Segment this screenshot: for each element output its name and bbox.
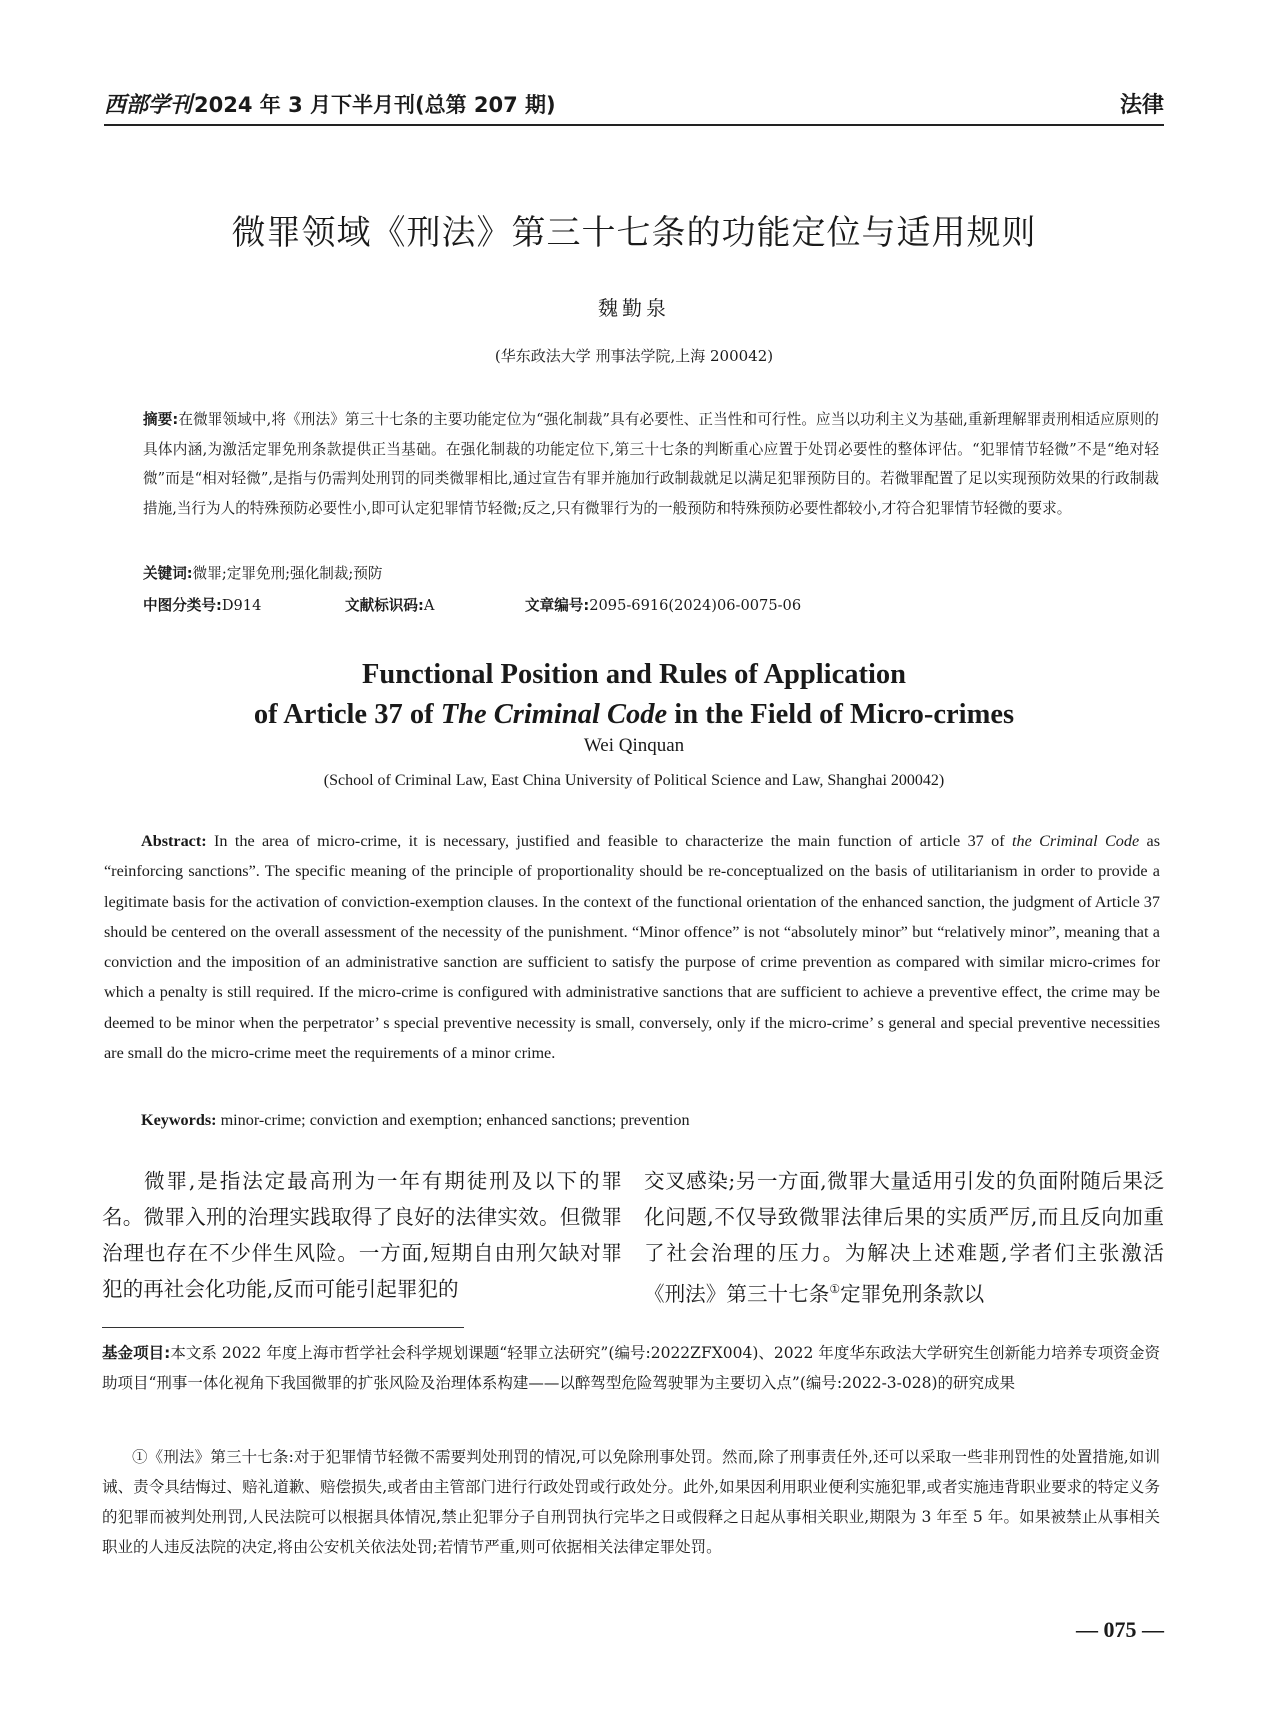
abstract-text-cn: 在微罪领域中,将《刑法》第三十七条的主要功能定位为“强化制裁”具有必要性、正当性和可行性。应当以功利主义为基础,重新理解罪责刑相适应原则的具体内涵,为激活定罪免刑条款提供正当基础。在强化制裁的功能定位下,第三十七条的判断重心应置于处罚必要性的整体评估。“犯罪情节轻微”不是“绝对轻微”而是“相对轻微”,是指与仍需判处刑罚的同类微罪相比,通过宣告有罪并施加行政制裁就足以满足犯罪预防目的。若微罪配置了足以实现预防效果的行政制裁措施,当行为人的特殊预防必要性小,即可认定犯罪情节轻微;反之,只有微罪行为的一般预防和特殊预防必要性都较小,才符合犯罪情节轻微的要求。 [143, 411, 1159, 517]
footnote-rule [102, 1327, 464, 1328]
abstract-text-en-post: as “reinforcing sanctions”. The specific meaning of the principle of proportionality should be re-conceptualized on the basis of utilitarianism in order to provide a legitimate basis for the activation of conviction-exemption clauses. In the context of the functional orientation of the enhanced sanction, the judgment of Article 37 should be centered on the overall assessment of the necessity of the punishment. “Minor offence” is not “absolutely minor” but “relatively minor”, meaning that a conviction and the imposition of an administrative sanction are sufficient to satisfy the purpose of crime prevention as compared with similar micro-crimes for which a penalty is still required. If the micro-crime is configured with administrative sanctions that are sufficient to achieve a preventive effect, the crime may be deemed to be minor when the perpetrator’ s special preventive necessity is small, conversely, only if the micro-crime’ s general and special preventive necessities are small do the micro-crime meet the requirements of a minor crime. [104, 832, 1160, 1063]
affiliation-cn: (华东政法大学 刑事法学院,上海 200042) [494, 347, 774, 365]
header-issue-info [104, 88, 556, 119]
journal-logo: 西部学刊 [104, 92, 193, 118]
clc-number [143, 594, 261, 615]
header-rule [104, 124, 1164, 126]
funding-label: 基金项目: [102, 1344, 171, 1362]
article-number-label: 文章编号: [525, 597, 590, 614]
footnote-ref-1[interactable]: ① [829, 1282, 841, 1296]
keywords-label-cn: 关键词: [143, 565, 193, 582]
abstract-label-cn: 摘要: [143, 411, 179, 428]
article-number-value: 2095-6916(2024)06-0075-06 [589, 597, 802, 614]
title-en-line2 [0, 695, 1268, 735]
title-en-line2-post: in the Field of Micro-crimes [667, 699, 1015, 730]
article-title-en [0, 655, 1268, 735]
affiliation-en: (School of Criminal Law, East China University of Political Science and Law, Shanghai 200042) [323, 772, 945, 789]
page-number: — 075 — [1076, 1617, 1164, 1642]
keywords-cn [143, 562, 383, 583]
body-column-left: 微罪,是指法定最高刑为一年有期徒刑及以下的罪名。微罪入刑的治理实践取得了良好的法律实效。但微罪治理也存在不少伴生风险。一方面,短期自由刑欠缺对罪犯的再社会化功能,反而可能引起罪犯的 [102, 1169, 622, 1301]
classification-row [143, 594, 1159, 616]
body-column-right [644, 1163, 1164, 1312]
funding-note [102, 1338, 1160, 1398]
title-en-line2-italic: The Criminal Code [440, 699, 668, 730]
doc-code-value: A [423, 597, 435, 614]
title-en-line2-pre: of Article 37 of [253, 699, 441, 730]
document-code [345, 594, 434, 615]
footnote-1: ①《刑法》第三十七条:对于犯罪情节轻微不需要判处刑罚的情况,可以免除刑事处罚。然而,除了刑事责任外,还可以采取一些非刑罚性的处置措施,如训诫、责令具结悔过、赔礼道歉、赔偿损失,或者由主管部门进行行政处罚或行政处分。此外,如果因利用职业便利实施犯罪,或者实施违背职业要求的特定义务的犯罪而被判处刑罚,人民法院可以根据具体情况,禁止犯罪分子自刑罚执行完毕之日或假释之日起从事相关职业,期限为 3 年至 5 年。如果被禁止从事相关职业的人违反法院的决定,将由公安机关依法处罚;若情节严重,则可依据相关法律定罪处罚。 [102, 1448, 1160, 1556]
author-name-cn: 魏勤泉 [598, 296, 670, 320]
keywords-text-cn: 微罪;定罪免刑;强化制裁;预防 [192, 565, 383, 582]
keywords-text-en: minor-crime; conviction and exemption; enhanced sanctions; prevention [216, 1111, 690, 1129]
abstract-label-en: Abstract: [141, 832, 207, 850]
running-header [104, 86, 1164, 126]
doc-code-label: 文献标识码: [345, 597, 424, 614]
body-right-text: 交叉感染;另一方面,微罪大量适用引发的负面附随后果泛化问题,不仅导致微罪法律后果的实质严厉,而且反向加重了社会治理的压力。为解决上述难题,学者们主张激活《刑法》第三十七条 [644, 1169, 1164, 1306]
keywords-en [141, 1111, 690, 1130]
clc-label: 中图分类号: [143, 597, 222, 614]
section-label: 法律 [1119, 93, 1164, 118]
abstract-text-en-italic: the Criminal Code [1011, 832, 1140, 850]
author-name-en: Wei Qinquan [583, 735, 685, 756]
funding-text: 本文系 2022 年度上海市哲学社会科学规划课题“轻罪立法研究”(编号:2022ZFX004)、2022 年度华东政法大学研究生创新能力培养专项资金资助项目“刑事一体化视角下我国微罪的扩张风险及治理体系构建——以醉驾型危险驾驶罪为主要切入点”(编号:2022-3-028)的研究成果 [102, 1344, 1160, 1392]
article-number [525, 594, 801, 615]
issue-label: 2024 年 3 月下半月刊(总第 207 期) [194, 93, 556, 117]
abstract-en [104, 826, 1160, 1068]
abstract-cn [143, 405, 1159, 523]
article-title-cn: 微罪领域《刑法》第三十七条的功能定位与适用规则 [231, 213, 1037, 253]
clc-value: D914 [221, 597, 262, 614]
keywords-label-en: Keywords: [141, 1111, 217, 1129]
title-en-line1: Functional Position and Rules of Application [362, 659, 906, 690]
abstract-text-en-pre: In the area of micro-crime, it is necessary, justified and feasible to characterize the main function of article 37 of [206, 832, 1012, 850]
body-right-text-cont: 定罪免刑条款以 [840, 1281, 985, 1306]
